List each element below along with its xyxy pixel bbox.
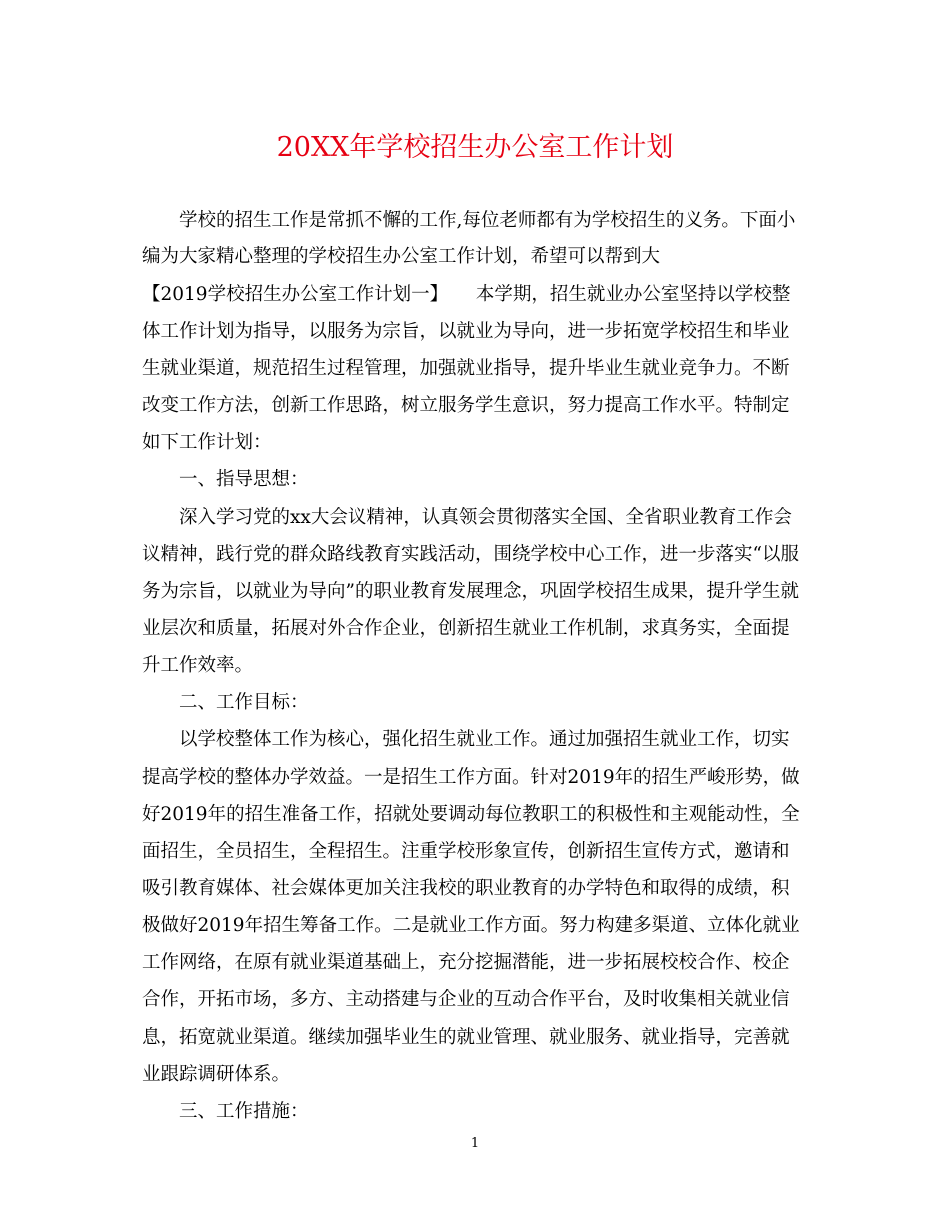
paragraph-line: 息，拓宽就业渠道。继续加强毕业生的就业管理、就业服务、就业指导，完善就 — [142, 1027, 790, 1048]
paragraph-line: 业跟踪调研体系。 — [142, 1064, 291, 1085]
paragraph-line: 【2019学校招生办公室工作计划一】 本学期，招生就业办公室坚持以学校整 — [142, 284, 791, 305]
paragraph-line: 升工作效率。 — [142, 655, 254, 676]
paragraph-line: 深入学习党的xx大会议精神，认真领会贯彻落实全国、全省职业教育工作会 — [179, 507, 792, 528]
paragraph-line: 合作，开拓市场，多方、主动搭建与企业的互动合作平台，及时收集相关就业信 — [142, 989, 790, 1010]
document-title: 20XX年学校招生办公室工作计划 — [276, 132, 674, 163]
section-heading: 一、指导思想： — [179, 469, 309, 490]
paragraph-line: 务为宗旨，以就业为导向”的职业教育发展理念，巩固学校招生成果，提升学生就 — [142, 581, 799, 602]
paragraph-line: 如下工作计划： — [142, 432, 272, 453]
paragraph-line: 极做好2019年招生筹备工作。二是就业工作方面。努力构建多渠道、立体化就业 — [142, 915, 800, 936]
paragraph-line: 体工作计划为指导，以服务为宗旨，以就业为导向，进一步拓宽学校招生和毕业 — [142, 321, 790, 342]
paragraph-line: 以学校整体工作为核心，强化招生就业工作。通过加强招生就业工作，切实 — [179, 729, 790, 750]
paragraph-line: 编为大家精心整理的学校招生办公室工作计划，希望可以帮到大 — [142, 246, 661, 267]
section-heading: 三、工作措施： — [179, 1101, 309, 1122]
paragraph-line: 好2019年的招生准备工作，招就处要调动每位教职工的积极性和主观能动性，全 — [142, 804, 800, 825]
paragraph-line: 学校的招生工作是常抓不懈的工作,每位老师都有为学校招生的义务。下面小 — [179, 210, 796, 231]
paragraph-line: 吸引教育媒体、社会媒体更加关注我校的职业教育的办学特色和取得的成绩，积 — [142, 878, 790, 899]
paragraph-line: 业层次和质量，拓展对外合作企业，创新招生就业工作机制，求真务实，全面提 — [142, 618, 790, 639]
paragraph-line: 生就业渠道，规范招生过程管理，加强就业指导，提升毕业生就业竞争力。不断 — [142, 358, 790, 379]
paragraph-line: 工作网络，在原有就业渠道基础上，充分挖掘潜能，进一步拓展校校合作、校企 — [142, 952, 790, 973]
paragraph-line: 改变工作方法，创新工作思路，树立服务学生意识，努力提高工作水平。特制定 — [142, 395, 790, 416]
page-number: 1 — [470, 1136, 480, 1151]
paragraph-line: 提高学校的整体办学效益。一是招生工作方面。针对2019年的招生严峻形势，做 — [142, 767, 800, 788]
section-heading: 二、工作目标： — [179, 692, 309, 713]
paragraph-line: 面招生，全员招生，全程招生。注重学校形象宣传，创新招生宣传方式，邀请和 — [142, 841, 790, 862]
paragraph-line: 议精神，践行党的群众路线教育实践活动，围绕学校中心工作，进一步落实“以服 — [142, 544, 799, 565]
